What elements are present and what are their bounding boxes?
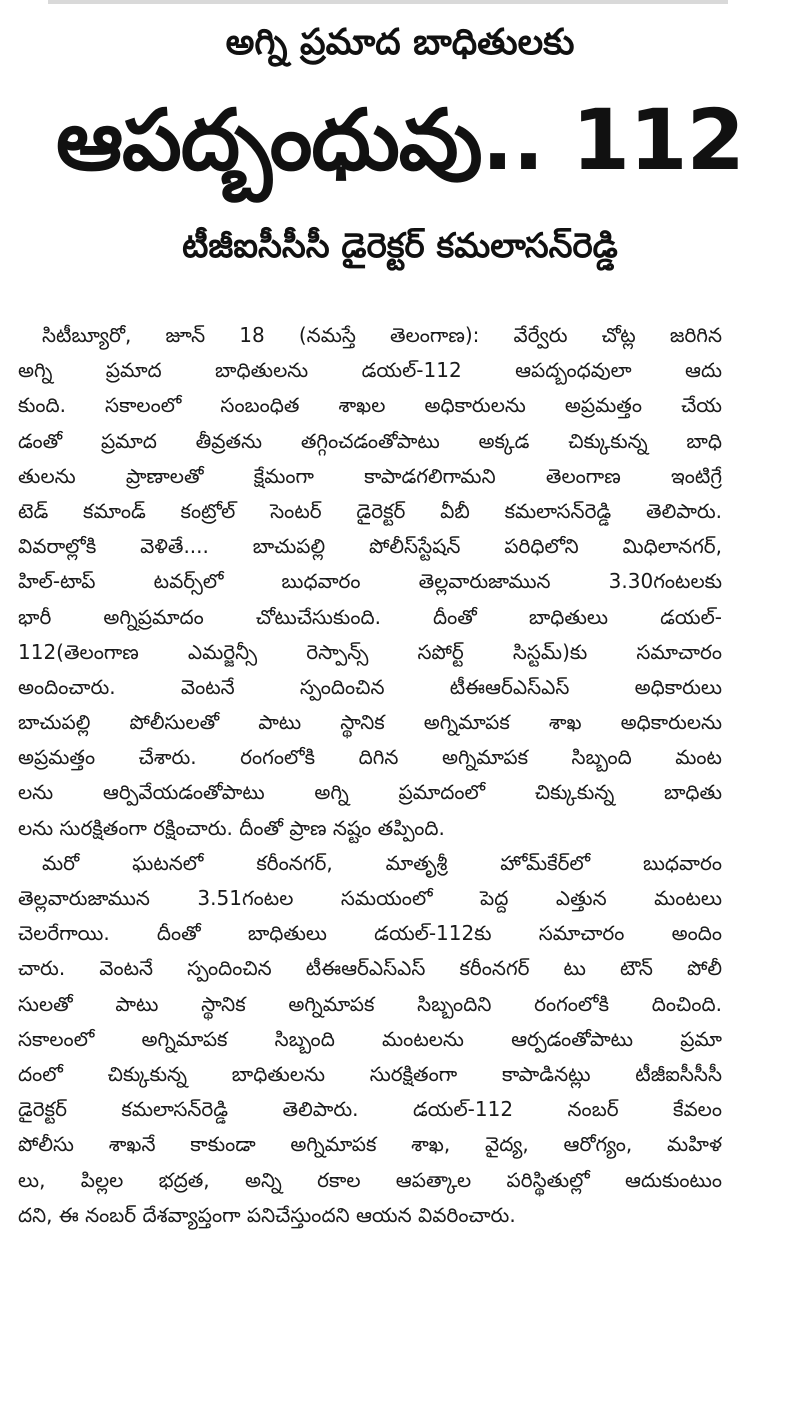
body-line: అందించారు. వెంటనే స్పందించిన టీఈఆర్ఎస్ఎస్ అధికారులు: [18, 674, 722, 699]
body-line: డంతో ప్రమాద తీవ్రతను తగ్గించడంతోపాటు అక్కడ చిక్కుకున్న బాధి: [18, 428, 722, 453]
body-line: చారు. వెంటనే స్పందించిన టీఈఆర్ఎస్ఎస్ కరీంనగర్ టు టౌన్ పోలీ: [18, 956, 722, 981]
subheadline: టీజీఐసీసీసీ డైరెక్టర్ కమలాసన్‌రెడ్డి: [182, 226, 618, 266]
body-line: పోలీసు శాఖనే కాకుండా అగ్నిమాపక శాఖ, వైద్య, ఆరోగ్యం, మహిళ: [18, 1132, 722, 1157]
body-line: మరో ఘటనలో కరీంనగర్, మాతృశ్రీ హోమ్‌కేర్‌లో బుధవారం: [42, 850, 722, 875]
body-line: దంలో చిక్కుకున్న బాధితులను సురక్షితంగా కాపాడినట్లు టీజీఐసీసీసీ: [18, 1061, 722, 1086]
body-line: సిటీబ్యూరో, జూన్ 18 (నమస్తే తెలంగాణ): వేర్వేరు చోట్ల జరిగిన: [42, 323, 722, 347]
body-line: సకాలంలో అగ్నిమాపక సిబ్బంది మంటలను ఆర్పడంతోపాటు ప్రమా: [18, 1026, 722, 1051]
body-line: అప్రమత్తం చేశారు. రంగంలోకి దిగిన అగ్నిమాపక సిబ్బంది మంట: [18, 745, 722, 770]
body-line: అగ్ని ప్రమాద బాధితులను డయల్-112 ఆపద్బంధవులా ఆదు: [18, 358, 722, 383]
body-line: తెల్లవారుజామున 3.51గంటల సమయంలో పెద్ద ఎత్తున మంటలు: [18, 886, 722, 910]
top-rule: [48, 0, 728, 4]
body-line: హిల్-టాప్ టవర్స్‌లో బుధవారం తెల్లవారుజామున 3.30గంటలకు: [18, 569, 722, 594]
body-line: కుంది. సకాలంలో సంబంధిత శాఖల అధికారులను అప్రమత్తం చేయ: [18, 393, 722, 418]
body-line: లను సురక్షితంగా రక్షించారు. దీంతో ప్రాణ నష్టం తప్పింది.: [18, 815, 445, 840]
headline-kicker: అగ్ని ప్రమాద బాధితులకు: [225, 22, 575, 63]
body-line: దని, ఈ నంబర్ దేశవ్యాప్తంగా పనిచేస్తుందని ఆయన వివరించారు.: [18, 1202, 516, 1227]
body-line: వివరాల్లోకి వెళితే.... బాచుపల్లి పోలీస్‌స్టేషన్ పరిధిలోని మిధిలానగర్,: [18, 534, 722, 559]
body-line: చెలరేగాయి. దీంతో బాధితులు డయల్-112కు సమాచారం అందిం: [18, 921, 722, 946]
body-line: టెడ్ కమాండ్ కంట్రోల్ సెంటర్ డైరెక్టర్ వీబీ కమలాసన్‌రెడ్డి తెలిపారు.: [18, 498, 722, 523]
body-line: 112(తెలంగాణ ఎమర్జెన్సీ రెస్పాన్స్ సపోర్ట్ సిస్టమ్)కు సమాచారం: [18, 639, 722, 664]
article-body: [18, 318, 722, 1233]
body-line: భారీ అగ్నిప్రమాదం చోటుచేసుకుంది. దీంతో బాధితులు డయల్-: [18, 604, 722, 629]
body-line: బాచుపల్లి పోలీసులతో పాటు స్థానిక అగ్నిమాపక శాఖ అధికారులను: [18, 710, 722, 735]
body-line: లు, పిల్లల భద్రత, అన్ని రకాల ఆపత్కాల పరిస్థితుల్లో ఆదుకుంటుం: [18, 1167, 722, 1192]
body-line: డైరెక్టర్ కమలాసన్‌రెడ్డి తెలిపారు. డయల్-112 నంబర్ కేవలం: [18, 1097, 722, 1122]
body-line: లను ఆర్పివేయడంతోపాటు అగ్ని ప్రమాదంలో చిక్కుకున్న బాధితు: [18, 780, 722, 805]
body-line: తులను ప్రాణాలతో క్షేమంగా కాపాడగలిగామని తెలంగాణ ఇంటిగ్రే: [18, 463, 722, 488]
headline: ఆపద్బంధువు.. 112: [56, 91, 744, 189]
body-line: సులతో పాటు స్థానిక అగ్నిమాపక సిబ్బందిని రంగంలోకి దించింది.: [18, 991, 722, 1016]
